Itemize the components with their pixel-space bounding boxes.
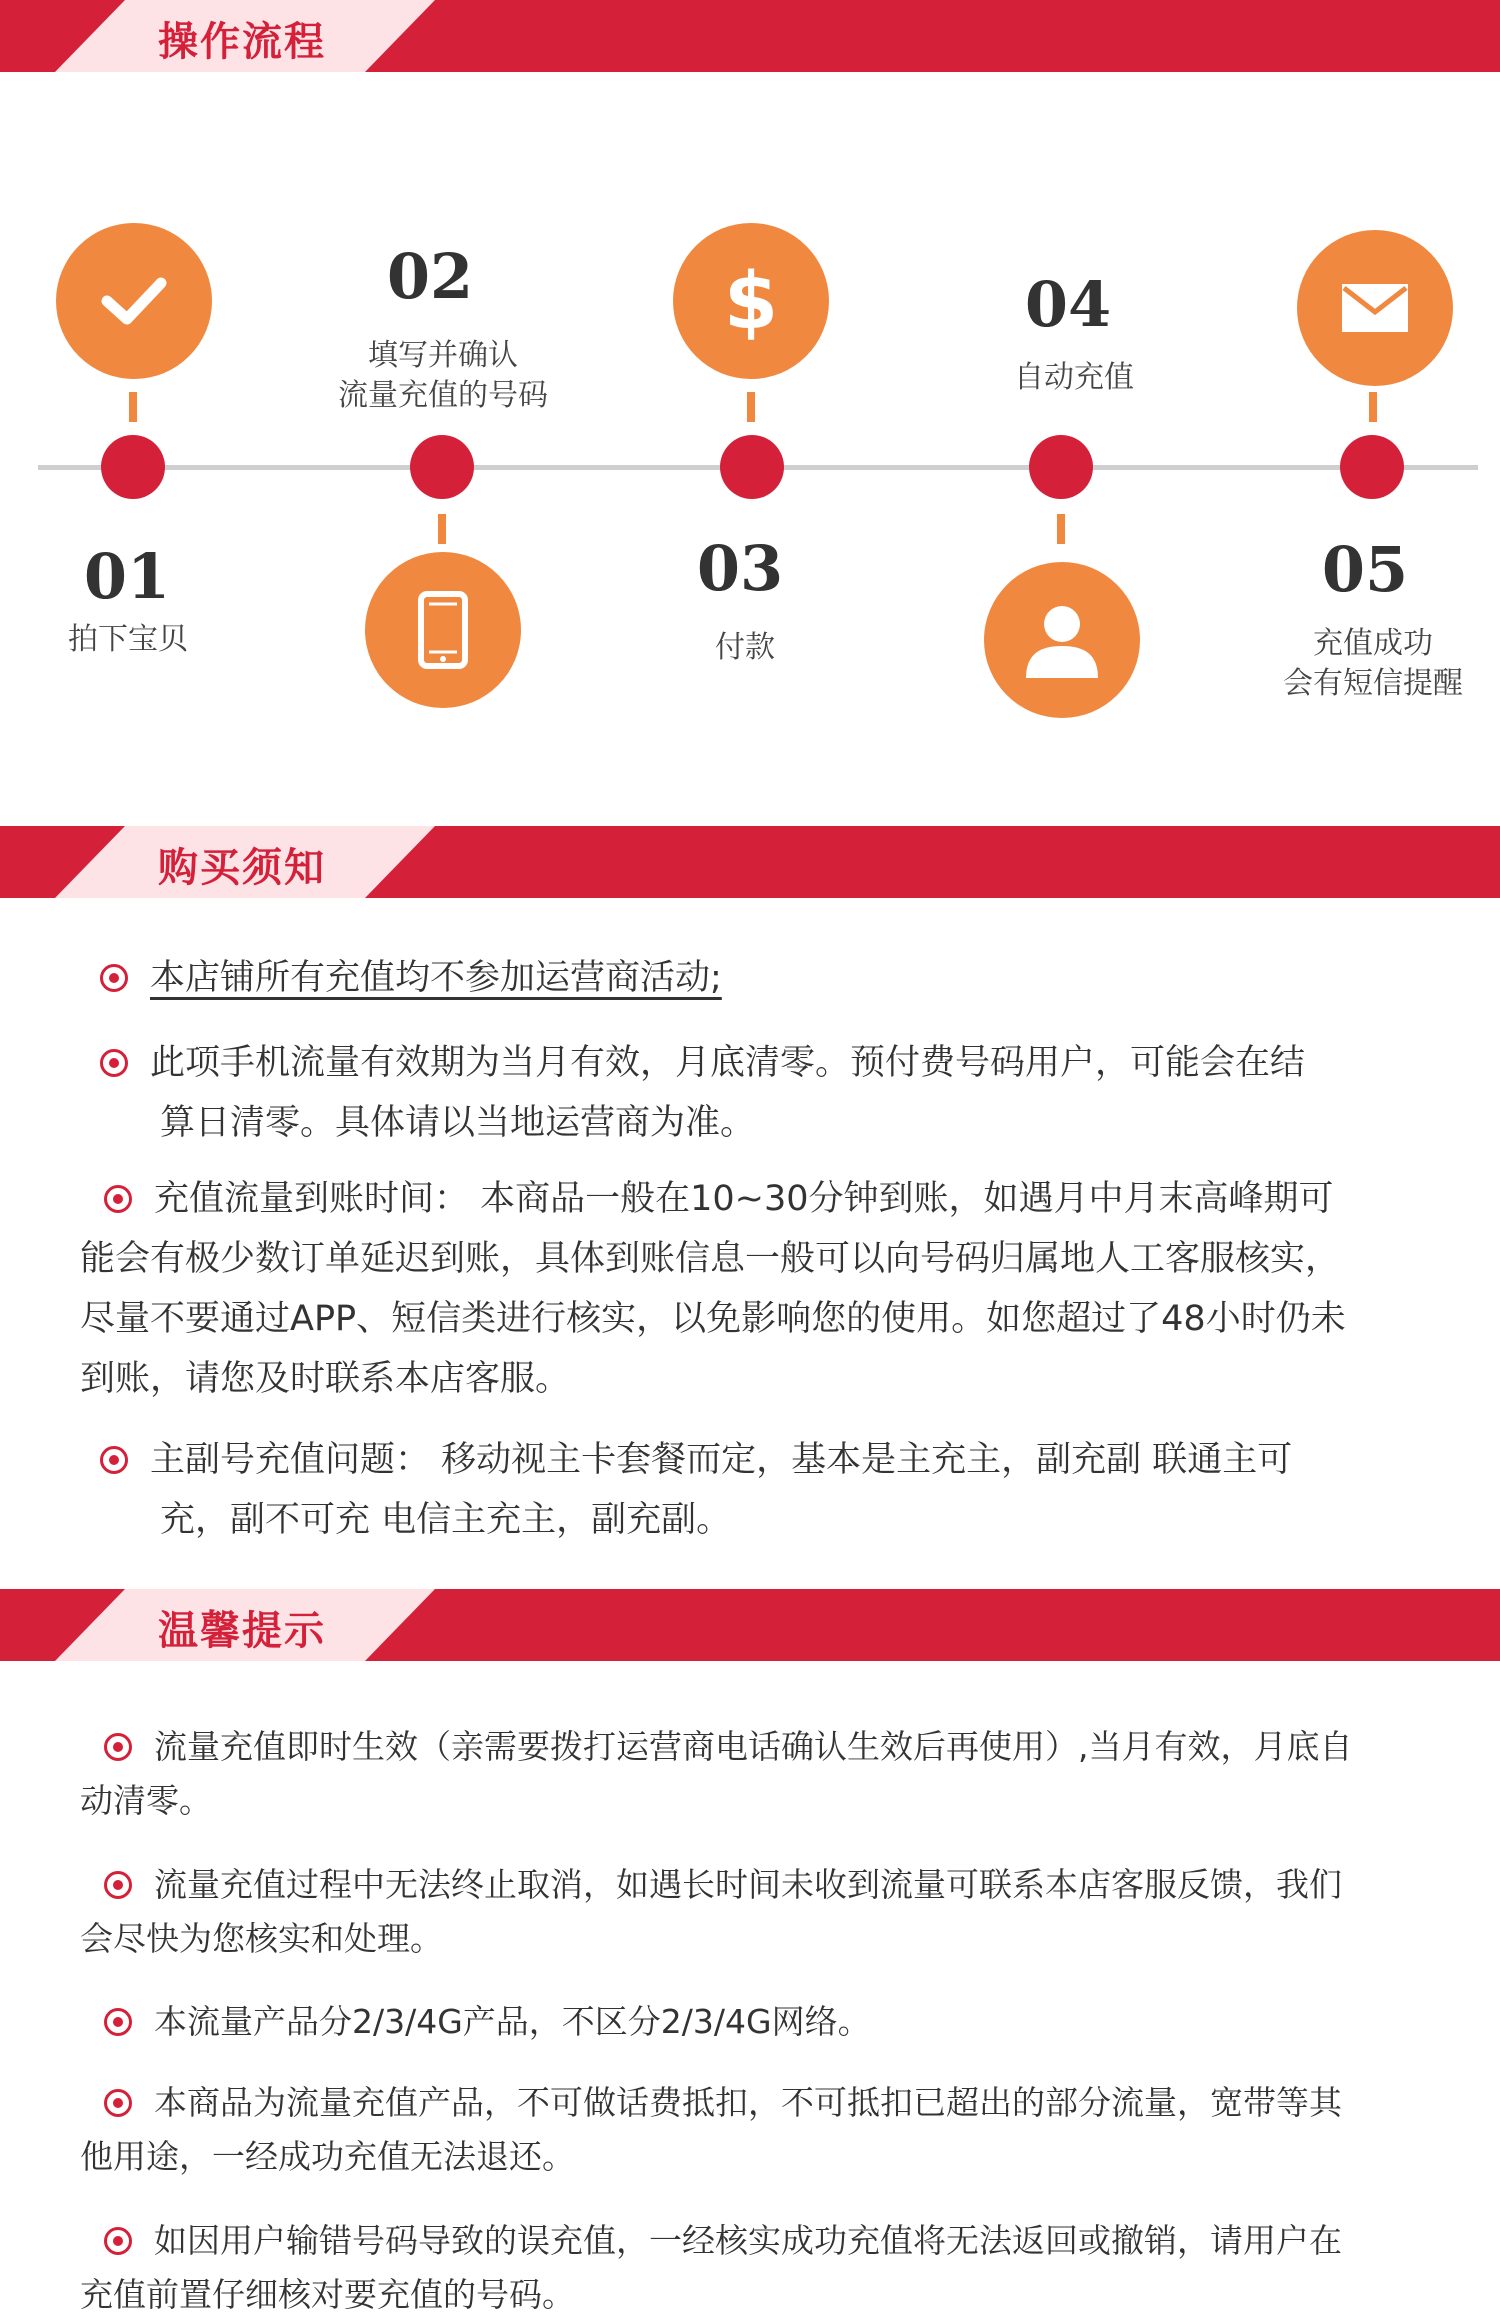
tip-item-4-line1: 本商品为流量充值产品，不可做话费抵扣，不可抵扣已超出的部分流量，宽带等其 <box>154 2083 1342 2122</box>
step-3-number: 03 <box>696 532 784 605</box>
section-title: 购买须知 <box>158 845 326 891</box>
step-3-dot <box>720 435 784 499</box>
notice-item-4-line2: 充，副不可充 电信主充主，副充副。 <box>160 1500 732 1540</box>
step-2-dot <box>410 435 474 499</box>
check-icon <box>99 273 169 329</box>
tip-item-1-line1: 流量充值即时生效（亲需要拨打运营商电话确认生效后再使用）,当月有效，月底自 <box>154 1727 1353 1766</box>
step-3-label: 付款 <box>715 630 775 665</box>
tip-item-4 <box>80 2076 1460 2184</box>
dollar-icon <box>721 256 781 346</box>
section-banner-tips <box>0 1589 1500 1661</box>
user-icon <box>1020 598 1104 682</box>
step-1-icon-circle <box>56 223 212 379</box>
tip-item-2-line2: 会尽快为您核实和处理。 <box>80 1919 443 1958</box>
mail-icon <box>1340 282 1410 334</box>
step-4-dot <box>1029 435 1093 499</box>
section-banner-notice <box>0 826 1500 898</box>
step-4-label: 自动充值 <box>1014 360 1134 395</box>
tip-item-5 <box>80 2214 1460 2322</box>
step-5-icon-circle <box>1297 230 1453 386</box>
step-4-icon-circle <box>984 562 1140 718</box>
notice-item-3-line1: 充值流量到账时间： 本商品一般在10~30分钟到账，如遇月中月末高峰期可 <box>154 1179 1334 1219</box>
notice-item-3-line2: 能会有极少数订单延迟到账，具体到账信息一般可以向号码归属地人工客服核实， <box>80 1239 1341 1279</box>
svg-text:$: $ <box>723 257 779 346</box>
step-3-connector <box>747 392 755 422</box>
notice-item-2-line1: 此项手机流量有效期为当月有效，月底清零。预付费号码用户，可能会在结 <box>150 1043 1306 1083</box>
tip-item-1-line2: 动清零。 <box>80 1781 212 1820</box>
notice-item-2-line2: 算日清零。具体请以当地运营商为准。 <box>160 1103 756 1143</box>
step-5-label-line1: 充值成功 <box>1313 626 1433 661</box>
section-title: 操作流程 <box>158 19 326 65</box>
notice-item-4 <box>80 1430 1460 1550</box>
tip-item-4-line2: 他用途，一经成功充值无法退还。 <box>80 2137 575 2176</box>
tip-item-5-line2: 充值前置仔细核对要充值的号码。 <box>80 2275 575 2314</box>
notice-item-1-text: 本店铺所有充值均不参加运营商活动; <box>150 958 722 998</box>
step-4-number: 04 <box>1024 268 1112 341</box>
step-3-icon-circle <box>673 223 829 379</box>
step-1-dot <box>101 435 165 499</box>
notice-item-3-line4: 到账，请您及时联系本店客服。 <box>80 1359 571 1399</box>
bullet-icon <box>104 2008 132 2036</box>
tip-item-3 <box>80 1995 1460 2049</box>
step-2-label-line2: 流量充值的号码 <box>338 378 548 413</box>
bullet-icon <box>100 1446 128 1474</box>
step-2-icon-circle <box>365 552 521 708</box>
tip-item-5-line1: 如因用户输错号码导致的误充值，一经核实成功充值将无法返回或撤销，请用户在 <box>154 2221 1342 2260</box>
notice-item-1 <box>80 948 1460 1008</box>
step-5-label-line2: 会有短信提醒 <box>1283 666 1463 701</box>
bullet-icon <box>104 1871 132 1899</box>
notice-item-3-cont <box>80 1229 1460 1409</box>
step-2-number: 02 <box>386 240 474 313</box>
step-1-connector <box>129 392 137 422</box>
notice-item-3-line3: 尽量不要通过APP、短信类进行核实，以免影响您的使用。如您超过了48小时仍未 <box>80 1299 1346 1339</box>
phone-icon <box>417 590 469 670</box>
section-banner-process <box>0 0 1500 72</box>
notice-item-3 <box>80 1169 1460 1229</box>
bullet-icon <box>104 2089 132 2117</box>
step-2-label-line1: 填写并确认 <box>368 338 518 373</box>
step-5-dot <box>1340 435 1404 499</box>
step-4-connector <box>1057 514 1065 544</box>
bullet-icon <box>104 2227 132 2255</box>
tip-item-2-line1: 流量充值过程中无法终止取消，如遇长时间未收到流量可联系本店客服反馈，我们 <box>154 1865 1342 1904</box>
tip-item-3-line1: 本流量产品分2/3/4G产品，不区分2/3/4G网络。 <box>154 2002 871 2041</box>
step-5-connector <box>1369 392 1377 422</box>
bullet-icon <box>100 964 128 992</box>
tip-item-2 <box>80 1858 1460 1966</box>
step-2-connector <box>438 514 446 544</box>
step-1-label: 拍下宝贝 <box>68 622 188 657</box>
step-5-number: 05 <box>1321 533 1409 606</box>
bullet-icon <box>104 1185 132 1213</box>
bullet-icon <box>104 1733 132 1761</box>
notice-item-2 <box>80 1033 1460 1153</box>
bullet-icon <box>100 1049 128 1077</box>
notice-item-4-line1: 主副号充值问题： 移动视主卡套餐而定，基本是主充主，副充副 联通主可 <box>150 1440 1293 1480</box>
section-title: 温馨提示 <box>158 1608 326 1654</box>
step-1-number: 01 <box>83 540 171 613</box>
tip-item-1 <box>80 1720 1460 1828</box>
